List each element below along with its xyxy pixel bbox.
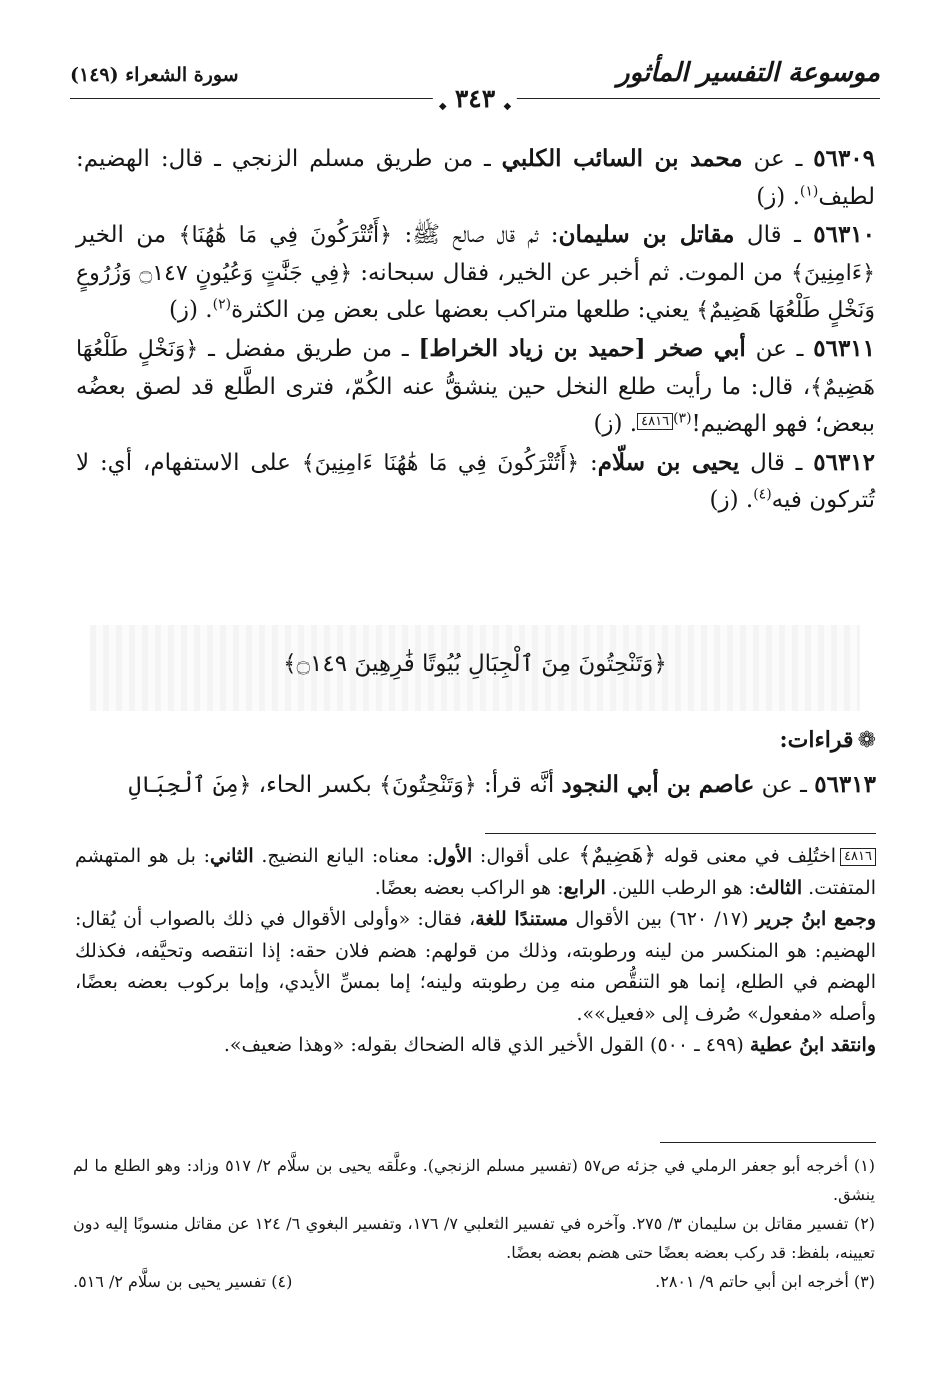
qiraat-heading	[780, 727, 877, 753]
page-number: ◆ ٣٤٣ ◆	[433, 86, 517, 112]
quran-quote: ﴿هَضِيمٌ﴾	[578, 843, 657, 868]
footnote-separator	[660, 1142, 876, 1143]
narrator-name: أبي صخر [حميد بن زياد الخراط]	[418, 334, 746, 362]
commentary-notes	[75, 840, 876, 1062]
commentary-ref-box[interactable]: ٤٨١٦	[637, 413, 673, 430]
page-header	[70, 52, 880, 114]
footnote-ref[interactable]: (٢)	[212, 296, 232, 313]
quran-quote: ﴿أَتُتْرَكُونَ فِي مَا هَٰهُنَا ءَامِنِينَ﴾	[301, 450, 580, 476]
entry-56309: ٥٦٣٠٩ ـ عن محمد بن السائب الكلبي ـ من طريق مسلم الزنجي ـ قال: الهضيم: لطيف$^{(١)}$. (ز)	[76, 145, 876, 210]
quran-quote: ﴿مِنَ ٱلْجِبَالِ	[128, 773, 252, 798]
entry-56310: ٥٦٣١٠ ـ قال مقاتل بن سليمان: ثم قال صالح ﷺ: ﴿أَتُتْرَكُونَ فِي مَا هَٰهُنَا﴾ من الخير ﴿ءَامِنِينَ﴾ من الموت. ثم أخبر عن الخير، فقال سبحانه: ﴿فِي جَنَّٰتٍ وَعُيُونٍ ۝١٤٧ وَزُرُوعٍ وَنَخْلٍ طَلْعُهَا هَضِيمٌ﴾ يعني: طلعها متراكب بعضها على بعض مِن الكثرة$^{(٢)}$. (ز)	[76, 221, 876, 324]
quran-quote: ﴿وَتَنْحِتُونَ﴾	[379, 773, 477, 798]
entry-56311: ٥٦٣١١ ـ عن أبي صخر [حميد بن زياد الخراط] ـ من طريق مفضل ـ ﴿وَنَخْلٍ طَلْعُهَا هَضِيمٌ﴾، قال: ما رأيت طلع النخل حين ينشقُّ عنه الكُمّ، فترى الطَّلع قد لصق بعضُه ببعض؛ فهو الهضيم!$^{(٣)}$٤٨١٦. (ز)	[76, 334, 876, 438]
commentary-para-3: وانتقد ابنُ عطية (٤٩٩ ـ ٥٠٠) القول الأخير الذي قاله الضحاك بقوله: «وهذا ضعيف».	[223, 1034, 876, 1056]
narrator-name: محمد بن السائب الكلبي	[501, 145, 743, 172]
footnote-1: (١) أخرجه أبو جعفر الرملي في جزئه ص٥٧ (تفسير مسلم الزنجي). وعلَّقه يحيى بن سلَّام ٢/ ٥١٧ وزاد: وهو الطلع ما لم ينشق.	[73, 1156, 876, 1204]
narrator-name: مقاتل بن سليمان	[558, 221, 735, 249]
verse-banner	[90, 625, 860, 711]
footnote-ref[interactable]: (١)	[799, 182, 819, 199]
verse-text: ﴿وَتَنْحِتُونَ مِنَ ٱلْجِبَالِ بُيُوتًا فَٰرِهِينَ ۝١٤٩﴾	[283, 651, 667, 677]
qiraat-label: قراءات:	[779, 727, 854, 753]
flower-ornament-icon: ❁	[857, 728, 876, 753]
quran-quote: ﴿ءَامِنِينَ﴾	[790, 260, 875, 286]
quran-quote: ﴿أَتُتْرَكُونَ فِي مَا هَٰهُنَا﴾	[178, 223, 393, 249]
entry-56313: ٥٦٣١٣ ـ عن عاصم بن أبي النجود أنَّه قرأ: ﴿وَتَنْحِتُونَ﴾ بكسر الحاء، ﴿مِنَ ٱلْجِبَالِ	[128, 771, 876, 798]
entry-number: ٥٦٣٠٩	[813, 145, 876, 172]
quran-quote: ﴿فِي جَنَّٰتٍ وَعُيُونٍ ۝١٤٧ وَزُرُوعٍ وَنَخْلٍ طَلْعُهَا هَضِيمٌ﴾	[76, 260, 875, 324]
narrator-name: يحيى بن سلّام	[597, 448, 740, 476]
footnote-3: (٣) أخرجه ابن أبي حاتم ٩/ ٢٨٠١.	[655, 1272, 875, 1291]
footnote-2: (٢) تفسير مقاتل بن سليمان ٣/ ٢٧٥. وآخره في تفسير الثعلبي ٧/ ١٧٦، وتفسير البغوي ٦/ ١٢٤ عن مقاتل منسوبًا إليه دون تعيينه، بلفظ: قد ركب بعضه بعضًا حتى هضم بعضه بعضًا.	[73, 1214, 876, 1262]
entry-number: ٥٦٣١١	[813, 334, 876, 362]
footnotes	[73, 1151, 875, 1296]
surah-label: سورة الشعراء (١٤٩)	[70, 64, 239, 86]
footnote-ref[interactable]: (٤)	[753, 486, 772, 503]
entry-number: ٥٦٣١٣	[814, 771, 876, 798]
entry-number: ٥٦٣١٠	[813, 221, 876, 249]
commentary-separator	[485, 833, 876, 834]
quran-quote: ﴿وَنَخْلٍ طَلْعُهَا هَضِيمٌ﴾	[76, 336, 875, 400]
main-text	[76, 140, 875, 520]
footnote-4: (٤) تفسير يحيى بن سلَّام ٢/ ٥١٦.	[73, 1272, 293, 1291]
entry-56312: ٥٦٣١٢ ـ قال يحيى بن سلّام: ﴿أَتُتْرَكُونَ فِي مَا هَٰهُنَا ءَامِنِينَ﴾ على الاستفهام، أي: لا تُتركون فيه$^{(٤)}$. (ز)	[76, 448, 876, 514]
narrator-name: عاصم بن أبي النجود	[561, 771, 755, 798]
footnote-ref[interactable]: (٣)	[673, 410, 692, 427]
commentary-para-1: ٤٨١٦اختُلِف في معنى قوله ﴿هَضِيمٌ﴾ على أقوال: الأول: معناه: اليانع النضيج. الثاني: بل هو المتهشم المتفتت. الثالث: هو الرطب اللين. الرابع: هو الراكب بعضه بعضًا.	[75, 843, 876, 899]
footnote-row-3-4	[73, 1267, 875, 1296]
commentary-number-box: ٤٨١٦	[840, 848, 876, 866]
commentary-para-2: وجمع ابنُ جرير (١٧/ ٦٢٠) بين الأقوال مستندًا للغة، فقال: «وأولى الأقوال في ذلك بالصواب أن يُقال: الهضيم: هو المنكسر من لينه ورطوبته، وذلك من قولهم: هضم فلان حقه: إذا انتقصه وتحيَّفه، فكذلك الهضم في الطلع، إنما هو التنقُّص منه مِن رطوبته ولينه؛ إما بمسِّ الأيدي، وإما بركوب بعضه بعضًا، وأصله «مفعول» صُرف إلى «فعيل»».	[75, 908, 876, 1025]
entry-number: ٥٦٣١٢	[813, 448, 876, 476]
book-title: موسوعة التفسير المأثور	[617, 58, 880, 88]
